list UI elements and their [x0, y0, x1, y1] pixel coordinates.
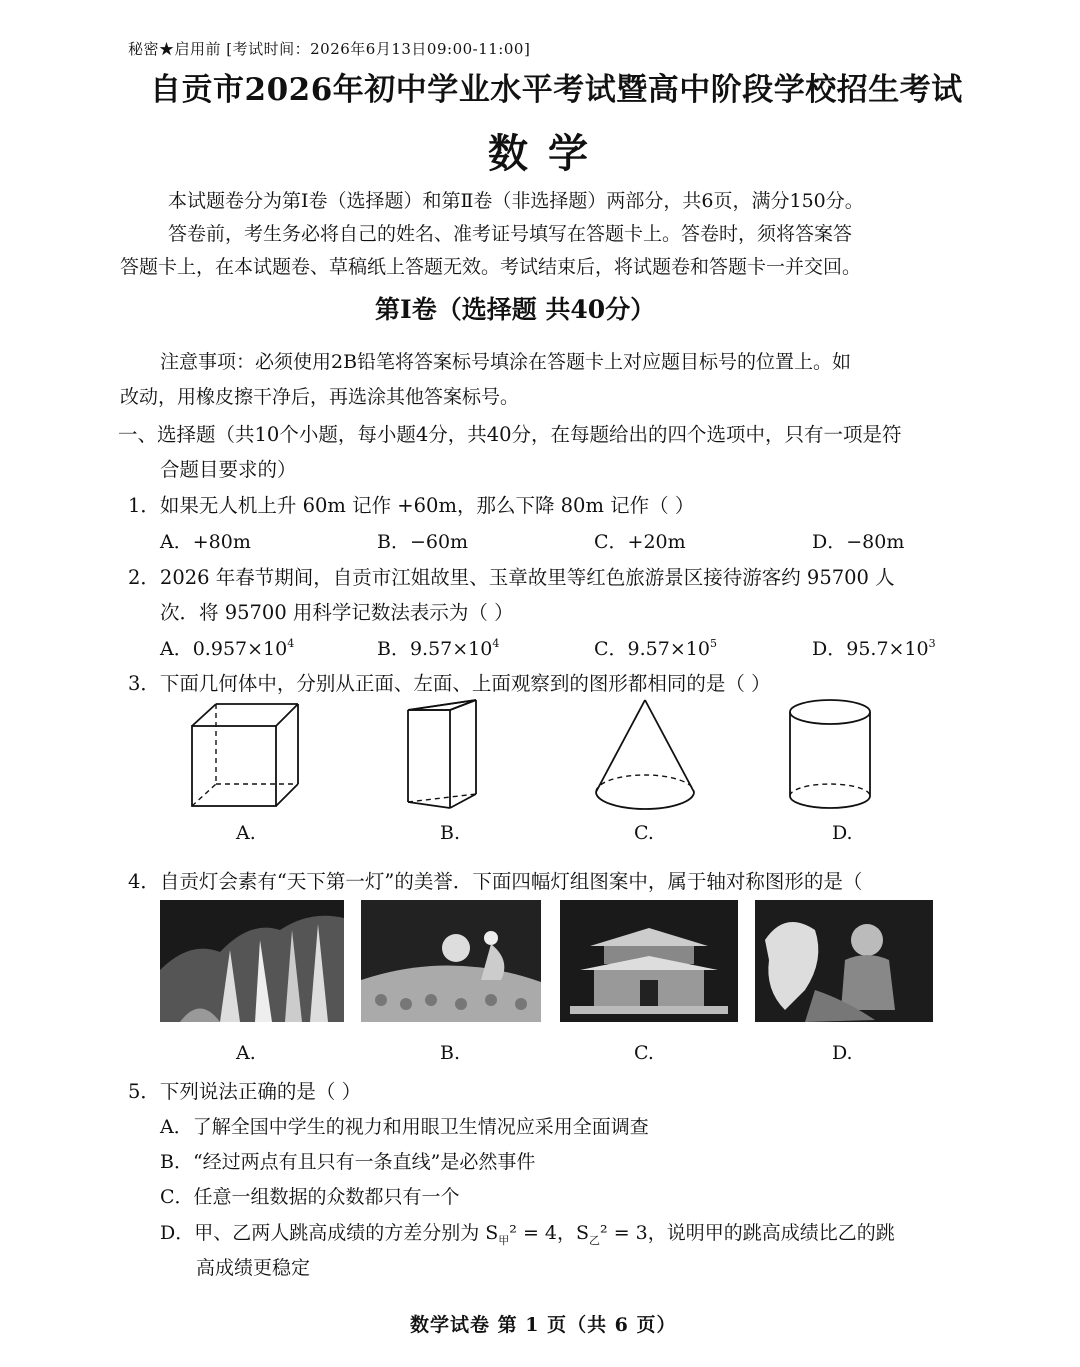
q5-option-d: D．甲、乙两人跳高成绩的方差分别为 $S_甲^2 = 4$，$S_乙^2 = 3$，说明甲的跳高成绩比乙的跳: [160, 1222, 895, 1247]
q2-option-b: B．$9.57\times 10^4$: [377, 637, 500, 660]
q5-option-a: A．了解全国中学生的视力和用眼卫生情况应采用全面调查: [160, 1116, 649, 1138]
q4-label-c: C.: [634, 1042, 654, 1064]
q4-label-d: D.: [832, 1042, 853, 1064]
q1-option-b: B．−60m: [377, 531, 469, 553]
q5-option-c: C．任意一组数据的众数都只有一个: [160, 1186, 460, 1208]
q2-option-c: C．$9.57\times 10^5$: [594, 637, 717, 660]
lantern-horse-rider-image: [755, 900, 939, 1022]
q1-option-a: A．+80m: [160, 531, 251, 553]
q5-stem: 5．下列说法正确的是（ ）: [128, 1080, 362, 1103]
confidential-note: 秘密★启用前 [考试时间：2026年6月13日09:00-11:00]: [128, 40, 531, 58]
q1-option-c: C．+20m: [594, 531, 686, 553]
q3-label-c: C.: [634, 822, 654, 844]
q5-option-b: B．“经过两点有且只有一条直线”是必然事件: [160, 1151, 536, 1173]
intro-line-3: 答题卡上，在本试题卷、草稿纸上答题无效。考试结束后，将试题卷和答题卡一并交回。: [120, 256, 862, 278]
lantern-peacock-image: [361, 900, 545, 1022]
intro-line-1: 本试题卷分为第Ⅰ卷（选择题）和第Ⅱ卷（非选择题）两部分，共6页，满分150分。: [168, 190, 864, 212]
intro-line-2: 答卷前，考生务必将自己的姓名、准考证号填写在答题卡上。答卷时，须将答案答: [168, 223, 853, 245]
q2-option-d: D．$95.7\times 10^3$: [812, 637, 936, 660]
q2-stem-line-2: 次．将 95700 用科学记数法表示为（ ）: [160, 601, 514, 624]
subject-title: 数学: [488, 130, 608, 177]
q2-option-a: A．$0.957\times 10^4$: [160, 637, 295, 660]
part-heading-line-2: 合题目要求的）: [160, 458, 297, 481]
q3-label-d: D.: [832, 822, 853, 844]
lantern-palace-image: [560, 900, 744, 1022]
lantern-waterfall-image: [160, 900, 344, 1022]
notice-line-2: 改动，用橡皮擦干净后，再选涂其他答案标号。: [120, 386, 520, 408]
q2-stem-line-1: 2．2026 年春节期间，自贡市江姐故里、玉章故里等红色旅游景区接待游客约 95700 人: [128, 566, 895, 589]
part-heading-line-1: 一、选择题（共10个小题，每小题4分，共40分，在每题给出的四个选项中，只有一项是符: [118, 423, 902, 446]
cube-figure: [186, 700, 302, 810]
q1-option-d: D．−80m: [812, 531, 905, 553]
notice-line-1: 注意事项：必须使用2B铅笔将答案标号填涂在答题卡上对应题目标号的位置上。如: [160, 351, 852, 373]
cylinder-figure: [786, 696, 876, 816]
q4-label-a: A.: [236, 1042, 256, 1064]
q3-label-a: A.: [236, 822, 256, 844]
exam-title: 自贡市2026年初中学业水平考试暨高中阶段学校招生考试: [150, 72, 963, 108]
q4-stem: 4．自贡灯会素有“天下第一灯”的美誉．下面四幅灯组图案中，属于轴对称图形的是（: [128, 870, 863, 893]
triangular-prism-figure: [402, 696, 482, 812]
page-footer: 数学试卷 第 1 页（共 6 页）: [410, 1314, 677, 1336]
q4-label-b: B.: [440, 1042, 461, 1064]
section-title: 第Ⅰ卷（选择题 共40分）: [375, 295, 656, 324]
q3-label-b: B.: [440, 822, 461, 844]
q5-option-d-line-2: 高成绩更稳定: [196, 1257, 311, 1279]
q3-stem: 3．下面几何体中，分别从正面、左面、上面观察到的图形都相同的是（ ）: [128, 672, 771, 695]
q1-stem: 1．如果无人机上升 60m 记作 +60m，那么下降 80m 记作（ ）: [128, 494, 695, 517]
cone-figure: [590, 696, 700, 814]
